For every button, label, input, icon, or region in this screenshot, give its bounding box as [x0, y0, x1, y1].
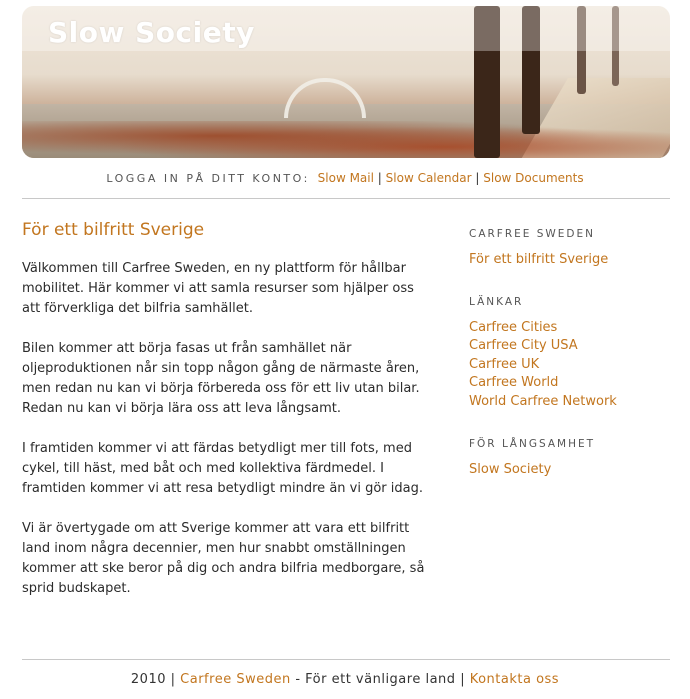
top-divider	[22, 198, 670, 199]
sidebar-list	[469, 319, 679, 412]
sidebar-list	[469, 251, 679, 270]
footer	[0, 672, 690, 687]
sidebar-heading-langsamhet: FÖR LÅNGSAMHET	[469, 437, 596, 450]
header-banner	[22, 6, 670, 158]
slow-calendar-link[interactable]: Slow Calendar	[385, 171, 472, 185]
sidebar-link-world-carfree-network[interactable]: World Carfree Network	[469, 393, 617, 409]
separator: |	[460, 672, 466, 687]
slow-documents-link[interactable]: Slow Documents	[483, 171, 584, 185]
autumn-leaves	[22, 121, 670, 158]
sidebar-link-carfree-city-usa[interactable]: Carfree City USA	[469, 338, 578, 354]
bottom-divider	[22, 659, 670, 660]
footer-site-link[interactable]: Carfree Sweden	[180, 672, 291, 687]
sidebar-link-carfree-uk[interactable]: Carfree UK	[469, 356, 540, 372]
login-label: LOGGA IN PÅ DITT KONTO:	[106, 172, 310, 185]
page-heading: För ett bilfritt Sverige	[22, 220, 205, 240]
sidebar-list	[469, 461, 679, 480]
sidebar-link-slow-society[interactable]: Slow Society	[469, 461, 552, 477]
separator: |	[170, 672, 176, 687]
login-bar	[0, 171, 690, 185]
separator: |	[377, 171, 382, 185]
sidebar	[469, 228, 679, 505]
footer-year: 2010	[130, 672, 166, 687]
sidebar-link-carfree-world[interactable]: Carfree World	[469, 375, 559, 391]
bridge-scene	[284, 78, 366, 118]
content-paragraph: I framtiden kommer vi att färdas betydligt mer till fots, med cykel, till häst, med båt och med kollektiva färdmedel. I framtiden kommer vi att resa betydligt mindre än vi gör idag.	[22, 441, 423, 496]
sidebar-link-carfree-cities[interactable]: Carfree Cities	[469, 319, 558, 335]
content-paragraph: Vi är övertygade om att Sverige kommer att vara ett bilfritt land inom några decennier, men hur snabbt omställningen kommer att ske beror på dig och andra bilfria medborgare, så sprid budskapet.	[22, 521, 425, 596]
contact-link[interactable]: Kontakta oss	[469, 672, 560, 687]
sidebar-heading-lankar: LÄNKAR	[469, 295, 524, 308]
main-content	[22, 220, 432, 619]
slow-mail-link[interactable]: Slow Mail	[317, 171, 374, 185]
site-title[interactable]: Slow Society	[48, 16, 255, 49]
sidebar-heading-carfree-sweden: CARFREE SWEDEN	[469, 228, 596, 240]
separator: |	[475, 171, 480, 185]
footer-tagline: - För ett vänligare land	[295, 672, 456, 687]
intro-paragraph: Välkommen till Carfree Sweden, en ny plattform för hållbar mobilitet. Här kommer vi att samla resurser som hjälper oss att förverkliga det bilfria samhället.	[22, 261, 414, 316]
sidebar-link-bilfritt-sverige[interactable]: För ett bilfritt Sverige	[469, 252, 609, 267]
content-paragraph: Bilen kommer att börja fasas ut från samhället när oljeproduktionen når sin topp någon gång de närmaste åren, men redan nu kan vi börja förbereda oss för ett liv utan bilar. Redan nu kan vi börja lära oss att leva långsamt.	[22, 341, 420, 416]
